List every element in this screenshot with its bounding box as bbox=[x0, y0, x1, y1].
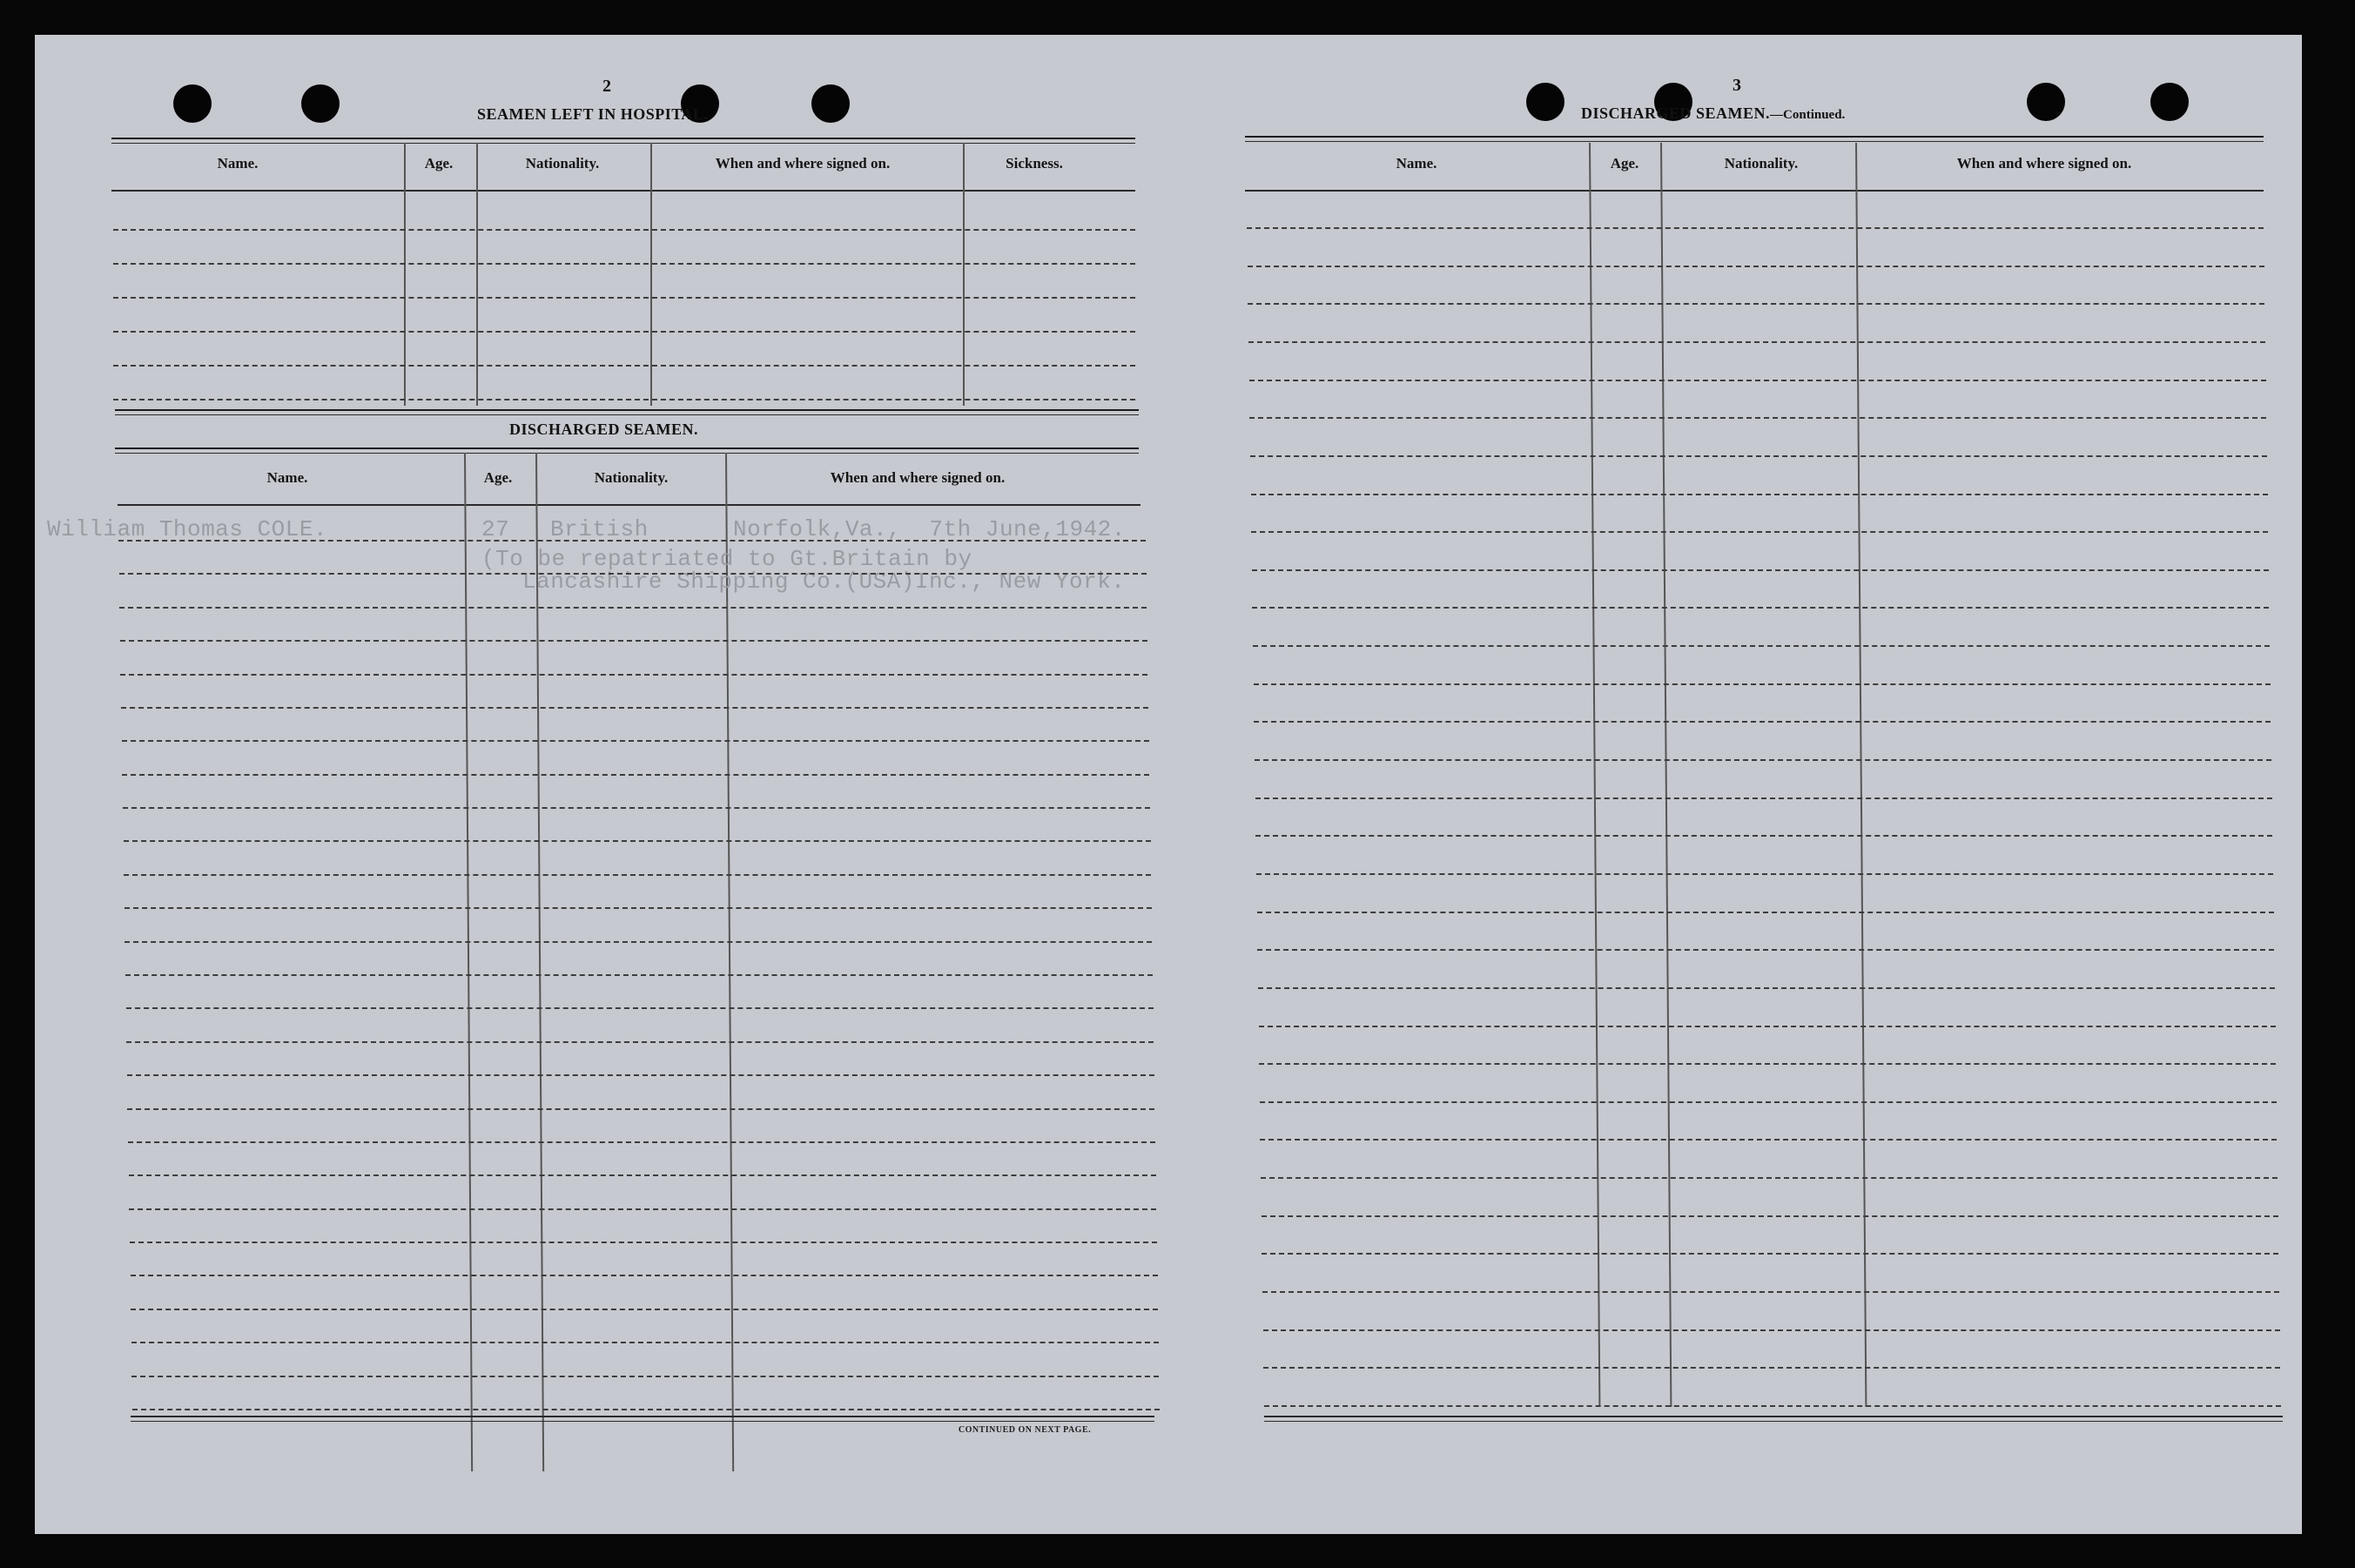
hospital-row bbox=[113, 263, 1135, 265]
discharged-bottom-rule-thin bbox=[131, 1421, 1154, 1422]
continued-footer: CONTINUED ON NEXT PAGE. bbox=[958, 1425, 1092, 1435]
right-col-divider bbox=[1589, 143, 1600, 1407]
hospital-col-sickness: Sickness. bbox=[1006, 155, 1063, 172]
discharged-col-name: Name. bbox=[266, 469, 308, 486]
seaman-signed-on: Norfolk,Va., 7th June,1942. bbox=[733, 516, 1126, 542]
ruled-row bbox=[122, 774, 1149, 776]
punch-hole bbox=[2027, 83, 2065, 121]
right-col-divider bbox=[1855, 143, 1867, 1407]
ruled-row bbox=[127, 1108, 1154, 1110]
ruled-row bbox=[132, 1409, 1160, 1410]
discharged-col-divider bbox=[725, 453, 734, 1471]
hospital-col-name: Name. bbox=[217, 155, 259, 172]
ruled-row bbox=[126, 1007, 1154, 1009]
ruled-row bbox=[124, 874, 1151, 876]
ruled-row bbox=[123, 807, 1150, 809]
right-col-signed-on: When and where signed on. bbox=[1956, 155, 2132, 172]
ruled-row bbox=[1264, 1405, 2281, 1407]
ruled-row bbox=[1259, 1026, 2276, 1027]
ruled-row bbox=[119, 607, 1147, 609]
ruled-row bbox=[129, 1174, 1156, 1176]
ruled-row bbox=[120, 640, 1147, 642]
right-top-rule bbox=[1245, 136, 2264, 138]
ruled-row bbox=[1257, 912, 2274, 913]
right-col-name: Name. bbox=[1396, 155, 1437, 172]
discharged-top-rule bbox=[115, 409, 1139, 411]
seaman-nationality: British bbox=[550, 516, 649, 542]
ruled-row bbox=[1254, 721, 2271, 723]
discharged-bottom-rule bbox=[131, 1416, 1154, 1417]
repatriation-note-line1: (To be repatriated to Gt.Britain by bbox=[481, 546, 972, 572]
discharged-section-title: DISCHARGED SEAMEN. bbox=[509, 421, 699, 438]
right-bottom-rule-thin bbox=[1264, 1421, 2283, 1422]
ruled-row bbox=[1263, 1329, 2280, 1331]
ruled-row bbox=[124, 840, 1151, 842]
punch-hole bbox=[1526, 83, 1564, 121]
ruled-row bbox=[1256, 873, 2273, 875]
right-col-age: Age. bbox=[1610, 155, 1639, 172]
ruled-row bbox=[124, 941, 1152, 943]
page-number-right: 3 bbox=[1733, 76, 1741, 95]
ruled-row bbox=[1249, 380, 2266, 381]
right-bottom-rule bbox=[1264, 1416, 2283, 1417]
ruled-row bbox=[1251, 494, 2268, 495]
right-col-divider bbox=[1660, 143, 1672, 1407]
ruled-row bbox=[1253, 645, 2270, 647]
hospital-row bbox=[113, 297, 1135, 299]
page-number-left: 2 bbox=[602, 77, 611, 96]
ruled-row bbox=[126, 1041, 1154, 1043]
ruled-row bbox=[131, 1275, 1158, 1276]
ruled-row bbox=[1263, 1367, 2280, 1369]
ruled-row bbox=[1259, 1063, 2276, 1065]
ruled-row bbox=[127, 1074, 1154, 1076]
discharged-col-nationality: Nationality. bbox=[594, 469, 669, 486]
punch-hole bbox=[2150, 83, 2189, 121]
ruled-row bbox=[122, 740, 1149, 742]
ruled-row bbox=[1261, 1177, 2278, 1179]
seaman-name: William Thomas COLE. bbox=[47, 516, 328, 542]
ruled-row bbox=[124, 907, 1152, 909]
ruled-row bbox=[1260, 1139, 2277, 1141]
ruled-row bbox=[1258, 987, 2275, 989]
hospital-header-rule bbox=[111, 190, 1135, 192]
right-section-title-main: DISCHARGED SEAMEN. bbox=[1581, 104, 1771, 122]
hospital-row bbox=[113, 399, 1135, 400]
ruled-row bbox=[118, 540, 1146, 542]
ruled-row bbox=[131, 1376, 1159, 1377]
ruled-row bbox=[119, 573, 1147, 575]
ruled-row bbox=[1249, 417, 2266, 419]
ruled-row bbox=[1262, 1253, 2278, 1255]
punch-hole bbox=[173, 84, 212, 123]
ruled-row bbox=[1255, 797, 2272, 799]
ruled-row bbox=[1255, 759, 2271, 761]
ruled-row bbox=[1252, 607, 2269, 609]
punch-hole bbox=[301, 84, 340, 123]
seaman-age: 27 bbox=[481, 516, 510, 542]
punch-hole bbox=[811, 84, 850, 123]
ruled-row bbox=[1257, 949, 2274, 951]
ruled-row bbox=[125, 974, 1153, 976]
right-section-title bbox=[1581, 104, 1845, 123]
hospital-col-signed-on: When and where signed on. bbox=[715, 155, 891, 172]
right-col-nationality: Nationality. bbox=[1724, 155, 1799, 172]
ruled-row bbox=[1254, 683, 2271, 685]
ruled-row bbox=[1252, 569, 2269, 571]
discharged-header-rule bbox=[118, 504, 1140, 506]
discharged-col-divider bbox=[535, 453, 544, 1471]
ruled-row bbox=[1250, 455, 2267, 457]
repatriation-note-line2: Lancashire Shipping Co.(USA)Inc., New York. bbox=[522, 569, 1126, 595]
hospital-section-title: SEAMEN LEFT IN HOSPITAL. bbox=[477, 105, 709, 123]
ruled-row bbox=[131, 1342, 1159, 1343]
right-section-title-cont: —Continued. bbox=[1770, 108, 1846, 122]
ruled-row bbox=[1255, 835, 2272, 837]
ruled-row bbox=[1262, 1215, 2278, 1217]
ruled-row bbox=[128, 1141, 1155, 1143]
hospital-row bbox=[113, 331, 1135, 333]
hospital-row bbox=[113, 229, 1135, 231]
ruled-row bbox=[1248, 266, 2264, 267]
hospital-col-age: Age. bbox=[424, 155, 454, 172]
right-header-rule bbox=[1245, 190, 2264, 192]
ruled-row bbox=[120, 674, 1147, 676]
ruled-row bbox=[1251, 531, 2268, 533]
discharged-col-signed-on: When and where signed on. bbox=[830, 469, 1006, 486]
ruled-row bbox=[1262, 1291, 2279, 1293]
discharged-col-divider bbox=[464, 453, 473, 1471]
ruled-row bbox=[129, 1208, 1156, 1210]
hospital-row bbox=[113, 365, 1135, 367]
hospital-col-nationality: Nationality. bbox=[525, 155, 600, 172]
ruled-row bbox=[130, 1242, 1157, 1243]
document-sheet bbox=[35, 35, 2302, 1534]
ruled-row bbox=[131, 1309, 1158, 1310]
ruled-row bbox=[1260, 1101, 2277, 1103]
ruled-row bbox=[1247, 227, 2264, 229]
ruled-row bbox=[1248, 341, 2265, 343]
ruled-row bbox=[121, 707, 1148, 709]
hospital-top-rule bbox=[111, 138, 1135, 139]
discharged-title-rule bbox=[115, 448, 1139, 449]
ruled-row bbox=[1248, 303, 2264, 305]
discharged-col-age: Age. bbox=[483, 469, 513, 486]
